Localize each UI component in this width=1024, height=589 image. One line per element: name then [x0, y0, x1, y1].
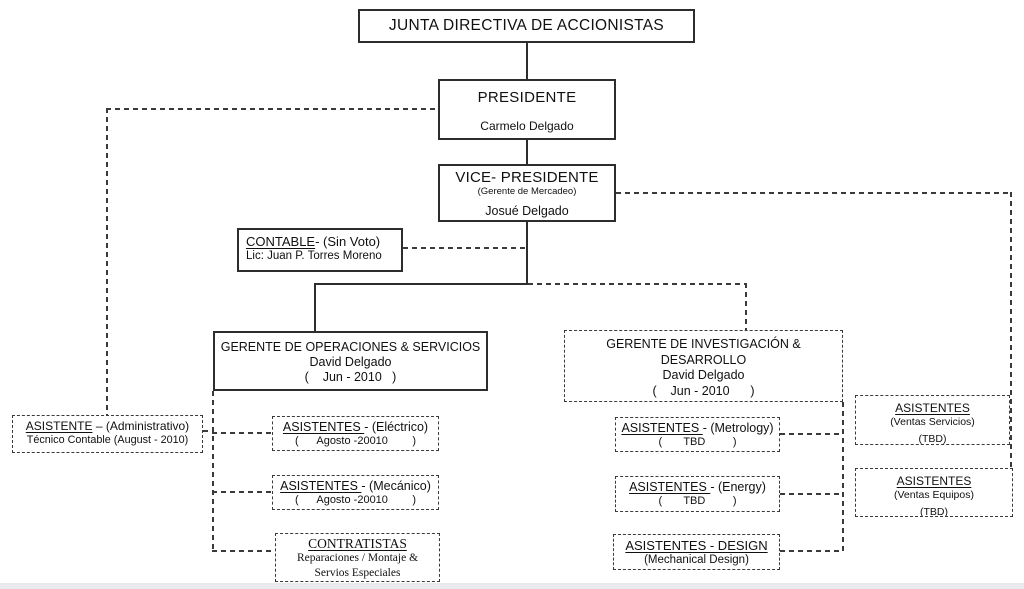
presidente-title: PRESIDENTE — [477, 89, 577, 106]
vice-role: (Gerente de Mercadeo) — [477, 186, 577, 197]
asistentes-mecanico-date: ( Agosto -20010 ) — [294, 494, 417, 506]
org-box-asistentes-mecanico — [272, 475, 439, 510]
gerente-inv-name: David Delgado — [662, 368, 745, 382]
asistentes-electrico-title: ASISTENTES — [282, 420, 365, 434]
ventas-equipos-tbd: (TBD) — [920, 506, 948, 517]
asistentes-design-title: ASISTENTES - DESIGN — [625, 538, 768, 553]
contable-name: Lic: Juan P. Torres Moreno — [246, 250, 382, 262]
gerente-ops-title: GERENTE DE OPERACIONES & SERVICIOS — [220, 340, 481, 354]
org-box-vice-presidente — [438, 164, 616, 222]
asistentes-metrology-title: ASISTENTES — [621, 421, 703, 435]
vice-name: Josué Delgado — [485, 204, 569, 218]
contable-title: CONTABLE — [246, 234, 316, 249]
org-box-asistente-administrativo — [12, 415, 203, 453]
gerente-inv-title-line1: GERENTE DE INVESTIGACIÓN & — [606, 337, 801, 351]
asistente-admin-title: ASISTENTE — [25, 419, 93, 433]
connector-stub-mecanico — [212, 491, 272, 493]
connector-junta-presidente — [526, 43, 528, 80]
connector-stub-energy — [780, 493, 843, 495]
gerente-ops-name: David Delgado — [309, 355, 392, 369]
contratistas-line2: Reparaciones / Montaje & — [296, 552, 419, 564]
contable-suffix: - (Sin Voto) — [315, 234, 381, 249]
connector-investigacion-rail — [842, 402, 844, 552]
asistentes-mecanico-suffix: - (Mecánico) — [361, 479, 431, 493]
connector-stub-metrology — [780, 433, 843, 435]
vice-title: VICE- PRESIDENTE — [455, 169, 599, 186]
asistentes-electrico-suffix: - (Eléctrico) — [364, 420, 429, 434]
connector-contable-trunk — [403, 247, 527, 249]
asistentes-energy-date: ( TBD ) — [658, 495, 737, 507]
asistentes-electrico-date: ( Agosto -20010 ) — [294, 435, 417, 447]
connector-vice-ventas-v — [1010, 192, 1012, 470]
org-box-presidente — [438, 79, 616, 140]
ventas-equipos-title: ASISTENTES — [896, 474, 972, 488]
asistentes-design-line2: (Mechanical Design) — [644, 554, 749, 566]
org-box-asistentes-electrico — [272, 416, 439, 451]
connector-split-investigacion-v — [745, 283, 747, 331]
connector-vice-ventas-h — [616, 192, 1012, 194]
connector-split-investigacion-h — [528, 283, 747, 285]
connector-presidente-asistente-admin-h — [106, 108, 438, 110]
connector-split-horizontal — [314, 283, 528, 285]
gerente-ops-date: ( Jun - 2010 ) — [304, 370, 397, 384]
connector-presidente-asistente-admin-v — [106, 108, 108, 415]
ventas-servicios-line2: (Ventas Servicios) — [890, 416, 975, 428]
asistentes-metrology-suffix: - (Metrology) — [702, 421, 774, 435]
ventas-servicios-title: ASISTENTES — [895, 401, 970, 415]
connector-stub-design — [780, 550, 843, 552]
org-box-contratistas — [275, 533, 440, 582]
org-box-asistentes-metrology — [615, 417, 780, 452]
connector-presidente-vice — [526, 140, 528, 165]
org-box-gerente-investigacion — [564, 330, 843, 402]
connector-stub-electrico — [212, 432, 272, 434]
asistente-admin-line2: Técnico Contable (August - 2010) — [26, 434, 189, 446]
asistente-admin-suffix: – (Administrativo) — [92, 419, 190, 433]
org-box-asistentes-design — [613, 534, 780, 570]
ventas-servicios-tbd: (TBD) — [918, 433, 947, 445]
connector-split-operaciones — [314, 283, 316, 331]
contratistas-title: CONTRATISTAS — [308, 536, 407, 551]
connector-stub-asistente-admin — [203, 430, 213, 432]
asistentes-metrology-date: ( TBD ) — [658, 436, 737, 448]
org-box-junta-directiva — [358, 9, 695, 43]
page-bottom-edge — [0, 583, 1024, 589]
asistentes-energy-title: ASISTENTES — [629, 480, 711, 494]
asistentes-energy-suffix: - (Energy) — [710, 480, 766, 494]
org-box-contable — [237, 228, 403, 272]
connector-vice-trunk — [526, 221, 528, 284]
gerente-inv-title-line2: DESARROLLO — [660, 352, 747, 367]
org-box-asistentes-ventas-servicios — [855, 395, 1010, 445]
contratistas-line3: Servios Especiales — [314, 566, 401, 579]
connector-operaciones-rail — [212, 391, 214, 552]
org-box-asistentes-energy — [615, 476, 780, 512]
ventas-equipos-line2: (Ventas Equipos) — [894, 489, 974, 501]
presidente-name: Carmelo Delgado — [480, 119, 574, 133]
org-box-asistentes-ventas-equipos — [855, 468, 1013, 517]
org-box-gerente-operaciones — [213, 331, 488, 391]
gerente-inv-date: ( Jun - 2010 ) — [652, 383, 755, 398]
junta-title: JUNTA DIRECTIVA DE ACCIONISTAS — [388, 17, 665, 34]
asistentes-mecanico-title: ASISTENTES — [280, 479, 362, 493]
connector-stub-contratistas — [212, 550, 275, 552]
